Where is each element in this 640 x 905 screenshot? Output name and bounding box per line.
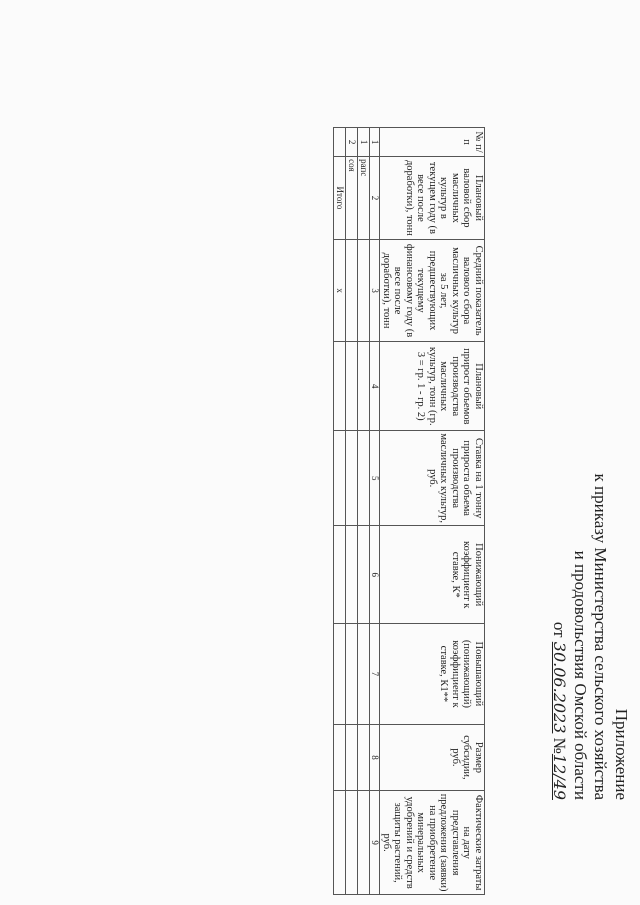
column-number: 6 — [370, 526, 380, 624]
row-cell — [358, 342, 370, 431]
row-cell — [334, 342, 346, 431]
row-cell — [346, 791, 358, 895]
row-cell — [346, 526, 358, 624]
appendix-title: Приложение — [612, 708, 631, 800]
header-cell: Средний показатель валового сбора масличных культур за 5 лет, предшествующих текущему финансовому году (в весе после доработки), тонн — [380, 239, 485, 342]
column-number-row — [370, 128, 380, 895]
row-cell — [346, 239, 358, 342]
table-row — [358, 128, 370, 895]
order-reference: к приказу Министерства сельского хозяйства — [591, 473, 610, 800]
column-number: 2 — [370, 157, 380, 240]
row-cell — [346, 724, 358, 791]
subsidy-table — [334, 127, 486, 895]
table-row — [346, 128, 358, 895]
row-cell — [358, 431, 370, 526]
column-number: 1 — [370, 128, 380, 157]
column-number: 9 — [370, 791, 380, 895]
row-cell: соя — [346, 157, 358, 240]
order-date-number — [550, 622, 569, 800]
row-cell: 1 — [358, 128, 370, 157]
row-cell — [358, 239, 370, 342]
row-cell — [334, 431, 346, 526]
header-cell: Повышающий (понижающий) коэффициент к ставке, К1** — [380, 624, 485, 724]
header-cell: Плановый прирост объемов производства масличных культур, тонн (гр. 3 = гр. 1 - гр. 2) — [380, 342, 485, 431]
row-cell — [358, 526, 370, 624]
table-header-row — [380, 128, 485, 895]
header-cell: Ставка на 1 тонну прироста объема производства масличных культур, руб. — [380, 431, 485, 526]
row-cell — [334, 624, 346, 724]
column-number: 5 — [370, 431, 380, 526]
row-cell — [334, 724, 346, 791]
order-date: 30.06.2023 — [550, 641, 569, 734]
table-total-row — [334, 128, 346, 895]
date-prefix: от — [550, 621, 569, 638]
order-number: 12/49 — [550, 753, 569, 800]
row-cell — [346, 624, 358, 724]
row-cell — [334, 128, 346, 157]
row-cell: х — [334, 239, 346, 342]
header-cell: № п/п — [380, 128, 485, 157]
row-cell — [346, 431, 358, 526]
header-cell: Понижающий коэффициент к ставке, К* — [380, 526, 485, 624]
ministry-region: и продовольствия Омской области — [571, 550, 590, 800]
total-label: Итого — [334, 157, 346, 240]
number-prefix: № — [550, 737, 569, 754]
row-cell — [358, 724, 370, 791]
row-cell — [334, 526, 346, 624]
header-cell: Плановый валовой сбор масличных культур в текущем году (в весе после доработки), тонн — [380, 157, 485, 240]
row-cell: 2 — [346, 128, 358, 157]
column-number: 8 — [370, 724, 380, 791]
header-cell: Размер субсидии, руб. — [380, 724, 485, 791]
column-number: 7 — [370, 624, 380, 724]
row-cell — [334, 791, 346, 895]
column-number: 3 — [370, 239, 380, 342]
column-number: 4 — [370, 342, 380, 431]
row-cell — [358, 624, 370, 724]
header-cell: Фактические затраты на дату представления предложения (заявки) на приобретение минеральных удобрений и средств защиты растений, руб. — [380, 791, 485, 895]
row-cell — [358, 791, 370, 895]
row-cell: рапс — [358, 157, 370, 240]
row-cell — [346, 342, 358, 431]
